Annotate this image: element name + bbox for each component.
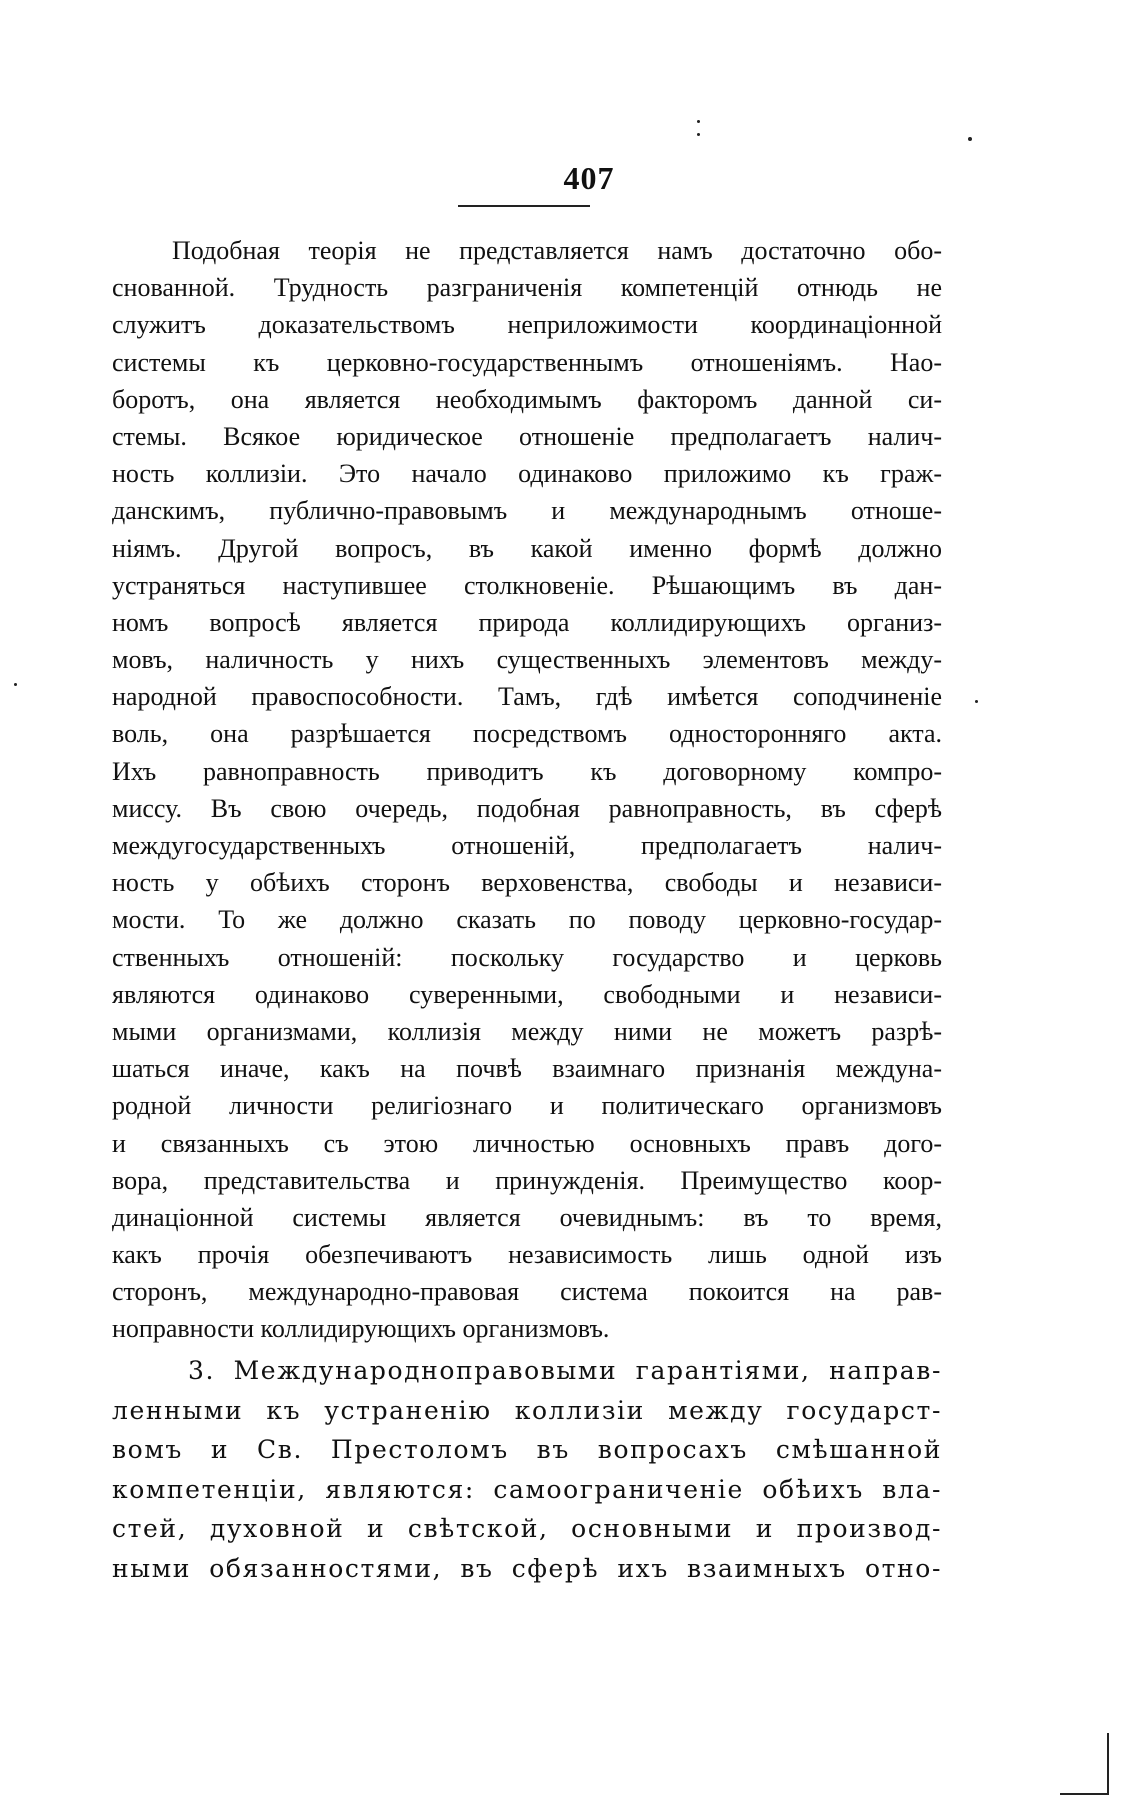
text-line: вора, представительства и принужденія. Преимущество коор-	[112, 1165, 942, 1195]
text-line: и связанныхъ съ этою личностью основныхъ правъ дого-	[112, 1128, 942, 1158]
text-line: компетенціи, являются: самоограниченіе обѣихъ вла-	[112, 1474, 942, 1504]
scan-speck	[14, 683, 17, 686]
paragraph-1	[112, 232, 942, 1348]
text-line: являются одинаково суверенными, свободными и независи-	[112, 979, 942, 1009]
scan-speck	[697, 120, 700, 123]
text-line: стемы. Всякое юридическое отношеніе предполагаетъ налич-	[112, 421, 942, 451]
page-number-text: 407	[563, 160, 615, 196]
text-line: родной личности религіознаго и политическаго организмовъ	[112, 1091, 942, 1121]
text-line: ственныхъ отношеній: поскольку государство и церковь	[112, 942, 942, 972]
text-line: сторонъ, международно-правовая система покоится на рав-	[112, 1277, 942, 1307]
text-line: динаціонной системы является очевиднымъ: въ то время,	[112, 1202, 942, 1232]
header-rule	[458, 205, 590, 207]
scan-edge-line	[1060, 1793, 1109, 1795]
text-line: боротъ, она является необходимымъ факторомъ данной си-	[112, 384, 942, 414]
text-line: 3. Международноправовыми гарантіями, направ-	[188, 1356, 942, 1385]
text-line: ноправности коллидирующихъ организмовъ.	[112, 1314, 610, 1344]
paragraph-2	[112, 1351, 942, 1589]
text-line: ными обязанностями, въ сферѣ ихъ взаимныхъ отно-	[112, 1553, 942, 1583]
text-line: какъ прочія обезпечиваютъ независимость лишь одной изъ	[112, 1240, 942, 1270]
scan-speck	[697, 133, 700, 136]
page-number	[0, 160, 1140, 197]
scan-edge-line	[1107, 1733, 1109, 1795]
text-line: стей, духовной и свѣтской, основными и производ-	[112, 1514, 942, 1544]
scan-speck	[968, 137, 972, 141]
text-line: Ихъ равноправность приводитъ къ договорному компро-	[112, 756, 942, 786]
text-line: ность коллизіи. Это начало одинаково приложимо къ граж-	[112, 459, 942, 489]
text-line: служитъ доказательствомъ неприложимости координаціонной	[112, 310, 942, 340]
text-line: мыми организмами, коллизія между ними не можетъ разрѣ-	[112, 1016, 942, 1046]
text-line: междугосударственныхъ отношеній, предполагаетъ налич-	[112, 831, 942, 860]
text-line: ніямъ. Другой вопросъ, въ какой именно формѣ должно	[112, 533, 942, 563]
text-line: устраняться наступившее столкновеніе. Рѣшающимъ въ дан-	[112, 570, 942, 600]
text-line: ленными къ устраненію коллизіи между государст-	[112, 1395, 942, 1425]
scan-speck	[975, 700, 978, 703]
text-line: народной правоспособности. Тамъ, гдѣ имѣется соподчиненіе	[112, 682, 942, 712]
text-line: Подобная теорія не представляется намъ достаточно обо-	[172, 236, 942, 265]
text-line: снованной. Трудность разграниченія компетенцій отнюдь не	[112, 273, 942, 303]
text-line: ность у обѣихъ сторонъ верховенства, свободы и независи-	[112, 868, 942, 898]
text-line: номъ вопросѣ является природа коллидирующихъ организ-	[112, 607, 942, 637]
text-line: мовъ, наличность у нихъ существенныхъ элементовъ между-	[112, 645, 942, 675]
text-line: воль, она разрѣшается посредствомъ односторонняго акта.	[112, 719, 942, 749]
text-line: мости. То же должно сказать по поводу церковно-государ-	[112, 905, 942, 935]
text-line: данскимъ, публично-правовымъ и международнымъ отноше-	[112, 496, 942, 526]
text-line: миссу. Въ свою очередь, подобная равноправность, въ сферѣ	[112, 793, 942, 823]
text-line: вомъ и Св. Престоломъ въ вопросахъ смѣшанной	[112, 1435, 942, 1465]
text-line: шаться иначе, какъ на почвѣ взаимнаго признанія междуна-	[112, 1054, 942, 1084]
text-line: системы къ церковно-государственнымъ отношеніямъ. Нао-	[112, 347, 942, 377]
